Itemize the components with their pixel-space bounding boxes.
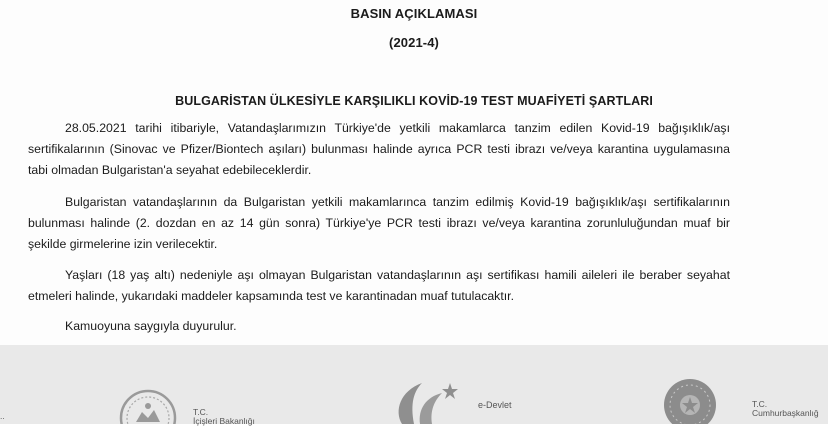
paragraph-2: Bulgaristan vatandaşlarının da Bulgaristan yetkili makamlarınca tanzim edilmiş Kovid-19 bağışıklık/aşı sertifikalarının bulunması halinde (2. dozdan en az 14 gün sonra) Türkiye'ye PCR testi ibrazı ve/veya karantina zorunluluğundan muaf bir şekilde girmelerine izin verilecektir. xyxy=(28,195,730,251)
document-title: BASIN AÇIKLAMASI xyxy=(350,6,478,21)
interior-ministry-name: İçişleri Bakanlığı xyxy=(193,416,255,426)
paragraph-3: Yaşları (18 yaş altı) nedeniyle aşı olmayan Bulgaristan vatandaşlarının aşı sertifikası hamili aileleri ile beraber seyahat etmeleri halinde, yukarıdaki maddeler kapsamında test ve karantinadan muaf tutulacaktır. xyxy=(28,268,730,303)
presidency-seal-icon xyxy=(660,375,720,424)
document-subject: BULGARİSTAN ÜLKESİYLE KARŞILIKLI KOVİD-19 TEST MUAFİYETİ ŞARTLARI xyxy=(175,94,653,108)
document-number: (2021-4) xyxy=(389,35,439,50)
interior-ministry-emblem-icon xyxy=(112,382,184,424)
left-logo-fragment: .. xyxy=(0,411,5,421)
interior-ministry-tc: T.C. xyxy=(193,407,209,417)
edevlet-label: e-Devlet xyxy=(478,400,512,410)
paragraph-4: Kamuoyuna saygıyla duyurulur. xyxy=(65,319,237,333)
presidency-tc: T.C. xyxy=(752,399,768,409)
presidency-name: Cumhurbaşkanlığ xyxy=(752,408,819,418)
footer-logo-bar xyxy=(0,345,828,424)
edevlet-crescent-star-icon xyxy=(380,373,470,424)
paragraph-1: 28.05.2021 tarihi itibariyle, Vatandaşlarımızın Türkiye'de yetkili makamlarca tanzim edilen Kovid-19 bağışıklık/aşı sertifikalarının (Sinovac ve Pfizer/Biontech aşıları) bulunması halinde ayrıca PCR testi ibrazı ve/veya karantina uygulamasına tabi olmadan Bulgaristan'a seyahat edebileceklerdir. xyxy=(28,121,730,177)
